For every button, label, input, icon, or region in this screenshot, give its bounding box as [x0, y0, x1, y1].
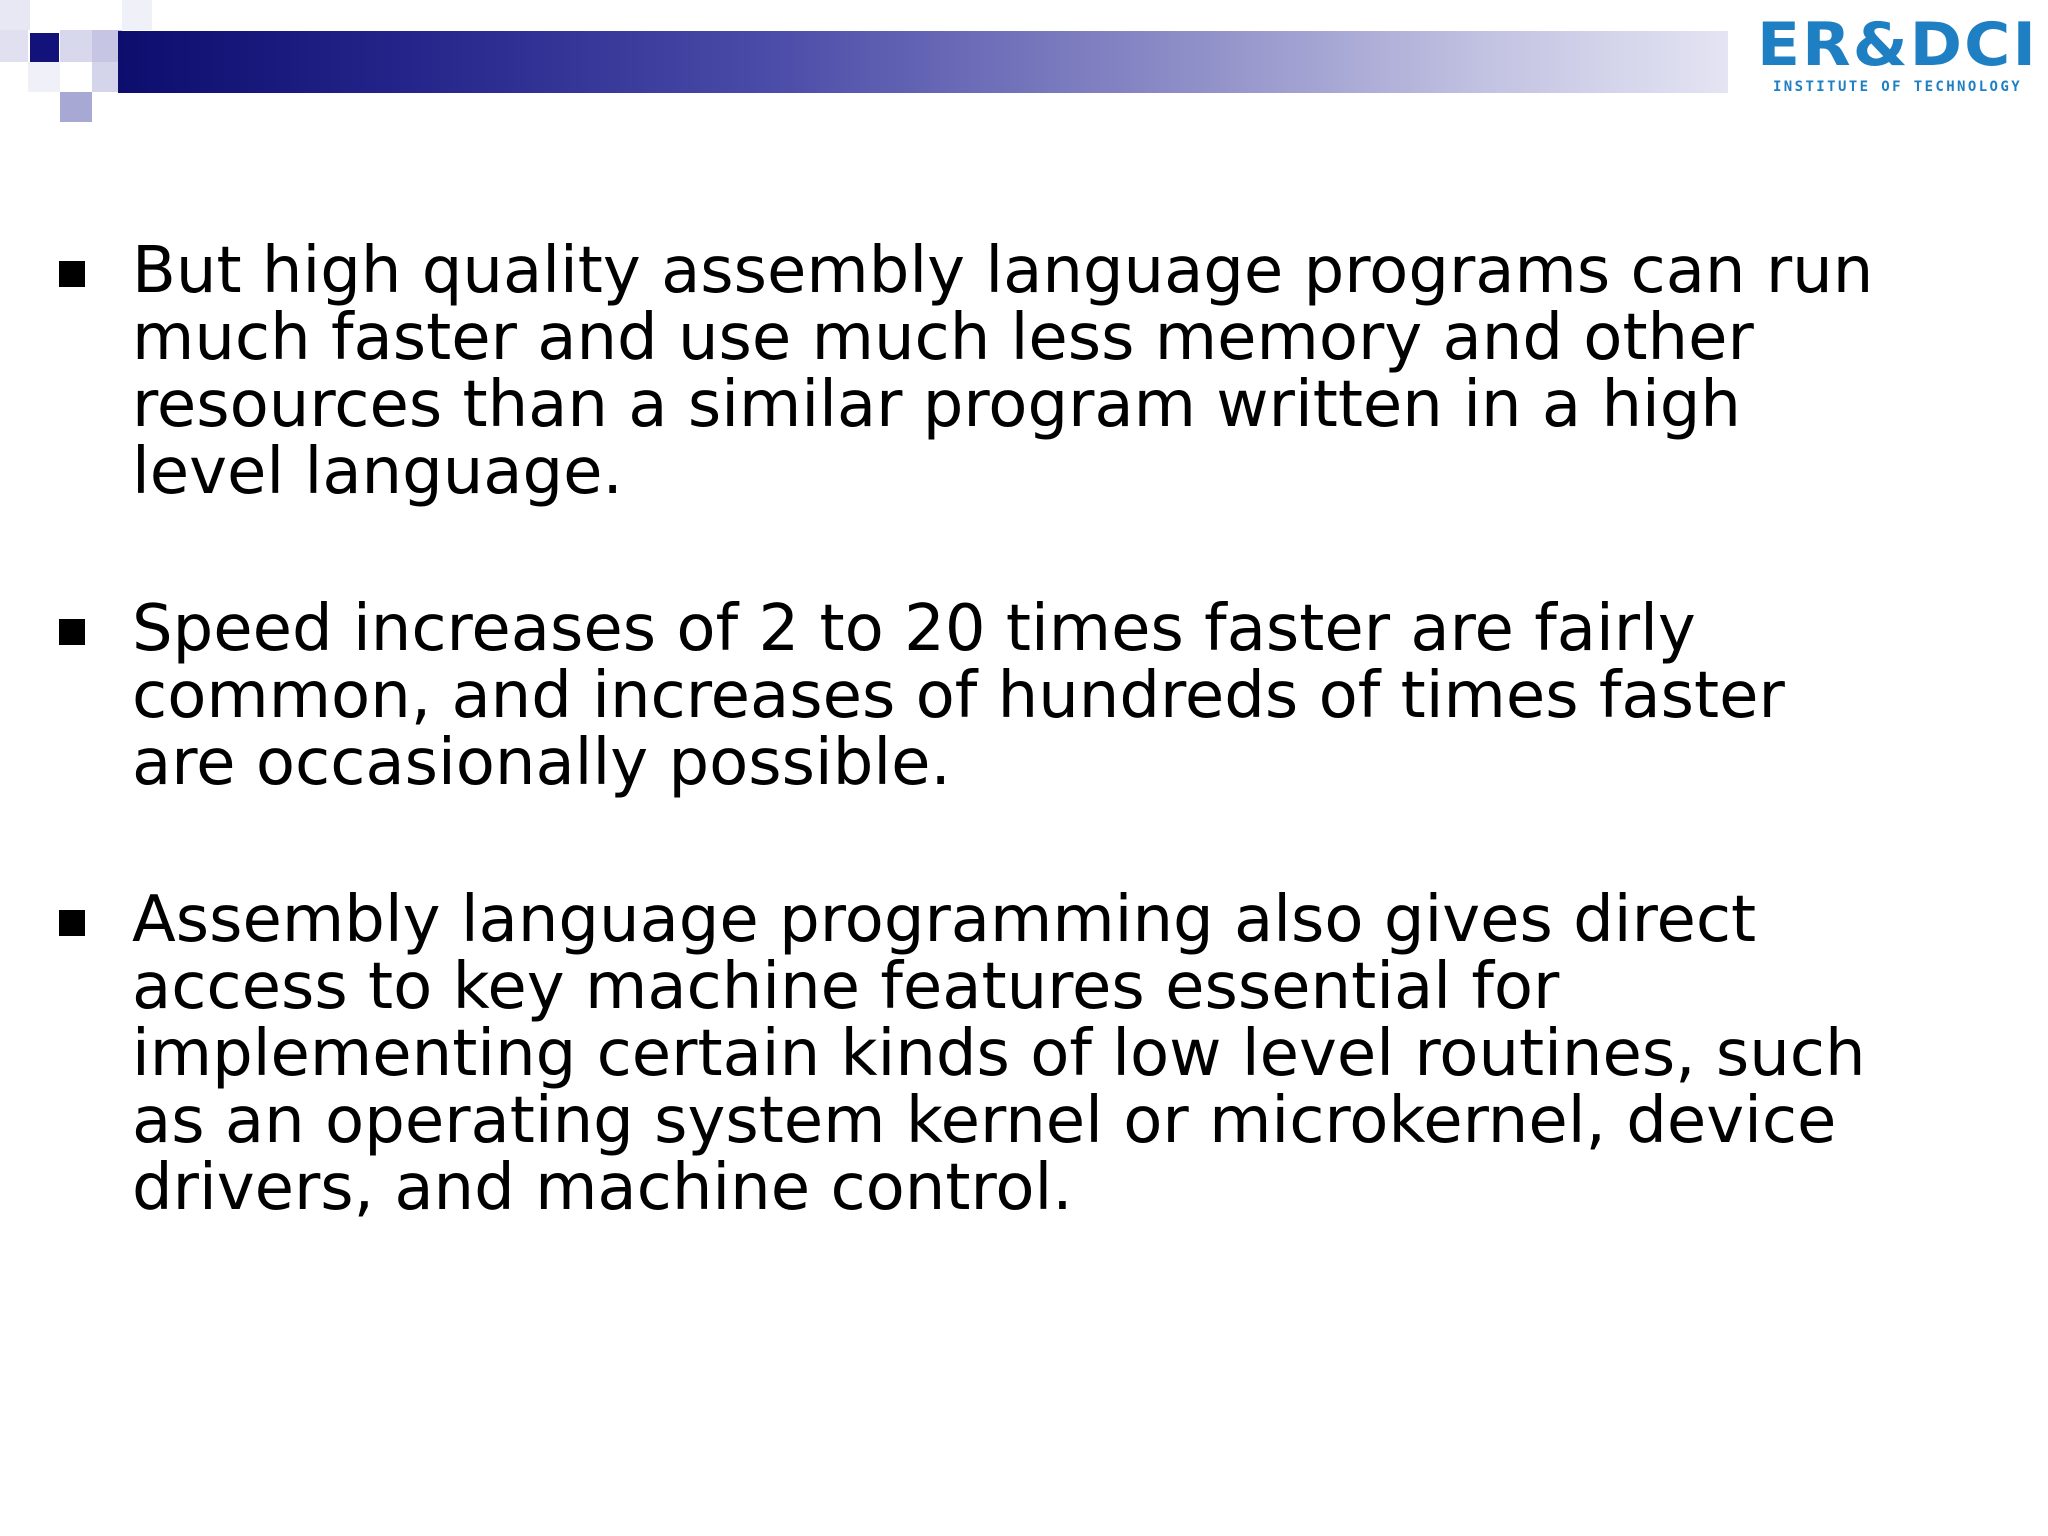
bullet-item — [56, 883, 2016, 1225]
bullet-text — [132, 592, 2016, 800]
text-line: much faster and use much less memory and other — [132, 301, 1754, 375]
text-line: Speed increases of 2 to 20 times faster are fairly — [132, 592, 1696, 666]
bullet-item — [56, 234, 2016, 509]
decor-square — [0, 30, 28, 62]
text-line: Assembly language programming also gives direct — [132, 883, 1757, 957]
header-gradient-band — [118, 31, 1728, 93]
decor-square — [0, 0, 30, 30]
slide-body — [56, 234, 2016, 1312]
bullet-text — [132, 883, 2016, 1225]
text-line: But high quality assembly language programs can run — [132, 234, 1874, 308]
square-bullet-icon — [59, 261, 85, 287]
text-line: are occasionally possible. — [132, 726, 951, 800]
decor-square — [28, 62, 60, 92]
decor-square — [60, 92, 92, 122]
bullet-text — [132, 234, 2016, 509]
text-line: implementing certain kinds of low level routines, such — [132, 1017, 1866, 1091]
institute-logo — [1750, 10, 2045, 100]
square-bullet-icon — [59, 619, 85, 645]
decor-square — [60, 30, 92, 62]
decor-square — [122, 0, 152, 30]
text-line: common, and increases of hundreds of times faster — [132, 659, 1785, 733]
text-line: access to key machine features essential for — [132, 950, 1560, 1024]
text-line: level language. — [132, 435, 623, 509]
text-line: resources than a similar program written in a high — [132, 368, 1741, 442]
logo-tagline: INSTITUTE OF TECHNOLOGY — [1772, 79, 2023, 95]
square-bullet-icon — [59, 910, 85, 936]
bullet-item — [56, 592, 2016, 800]
text-line: as an operating system kernel or microkernel, device — [132, 1084, 1837, 1158]
text-line: drivers, and machine control. — [132, 1151, 1073, 1225]
decor-square — [30, 33, 59, 62]
logo-name: ER&DCI — [1756, 10, 2039, 80]
